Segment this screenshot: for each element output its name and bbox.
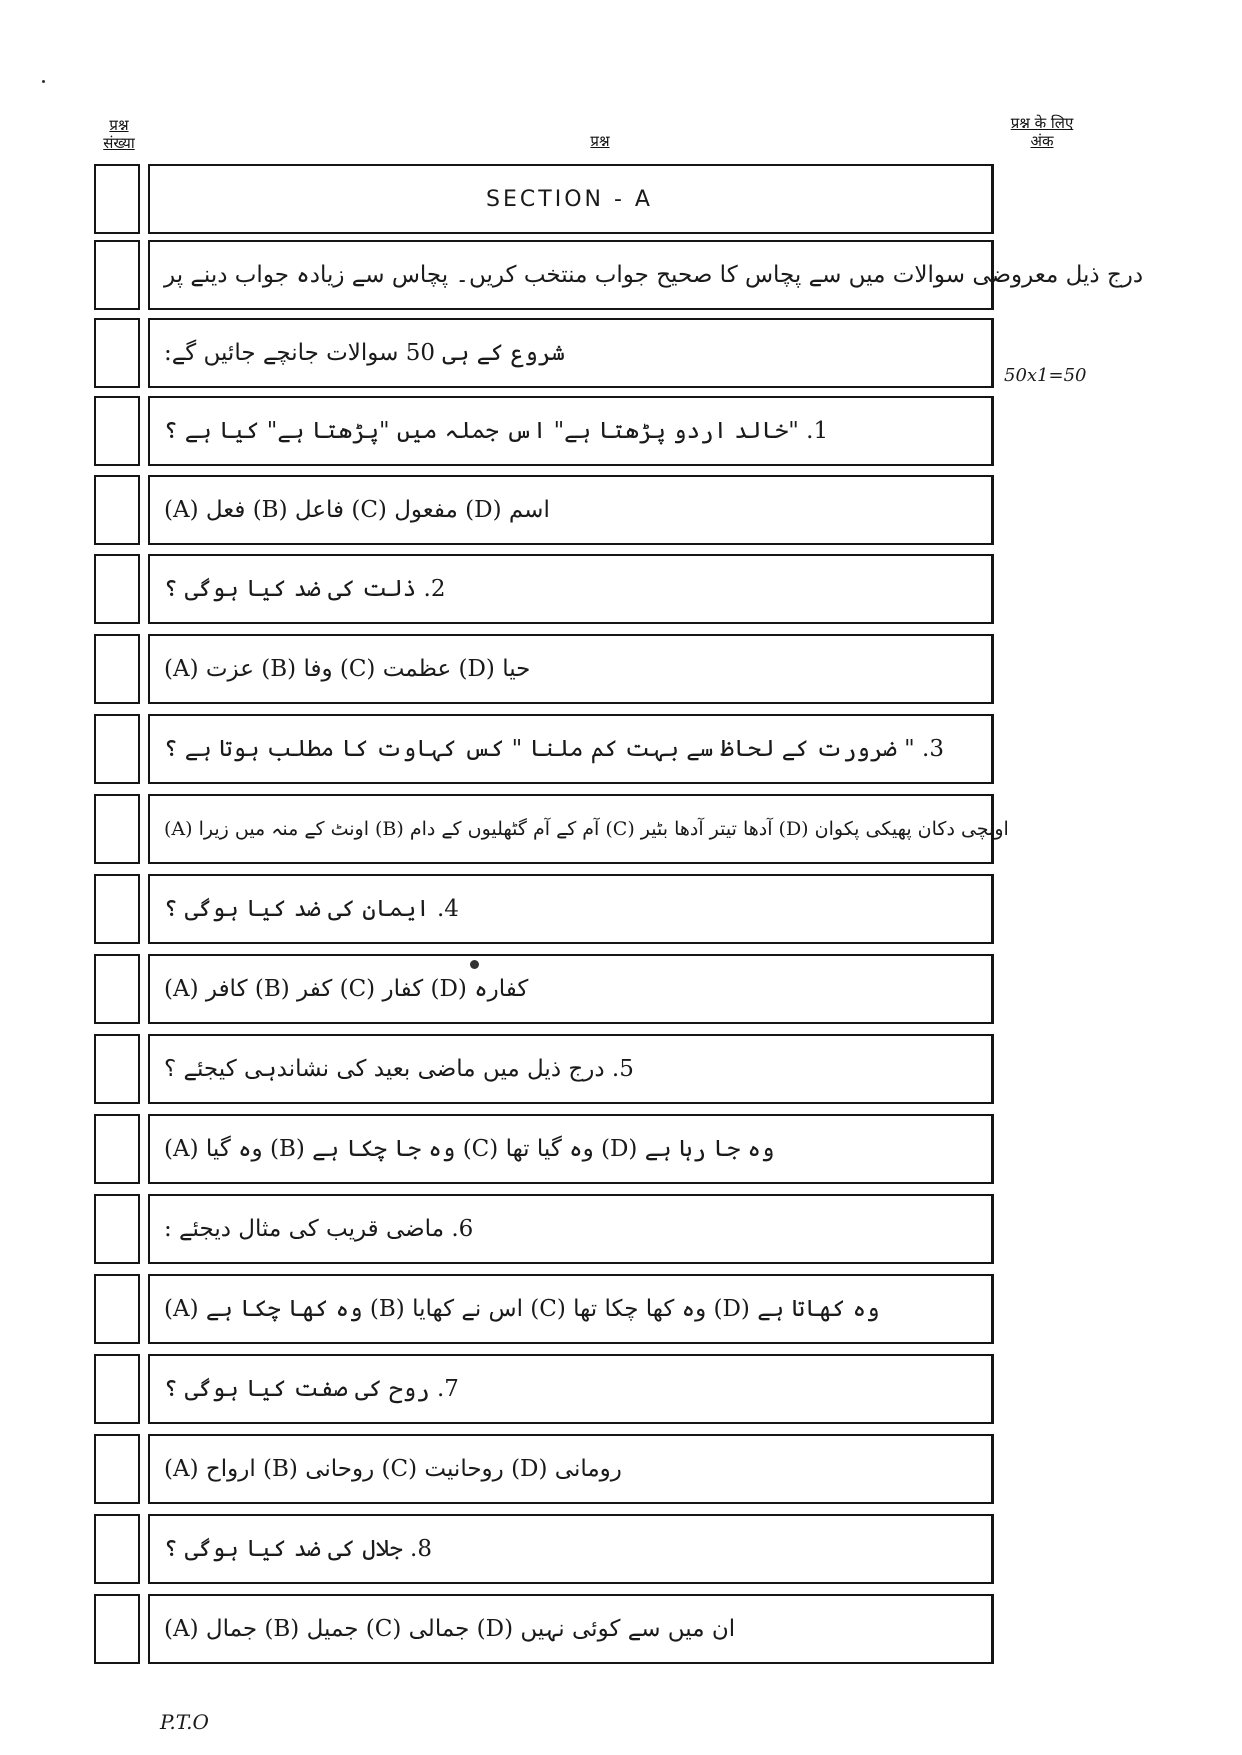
instruction-text: درج ذیل معروضی سوالات میں سے پچاس کا صحیح جواب منتخب کریں۔ پچاس سے زیادہ جواب دینے پر	[164, 262, 1144, 288]
question-number-cell	[94, 475, 140, 545]
table-row	[94, 634, 996, 704]
table-row	[94, 396, 996, 466]
table-row	[94, 1274, 996, 1344]
answer-options: (A) اونٹ کے منہ میں زیرا (B) آم کے آم گٹھلیوں کے دام (C) آدھا تیتر آدھا بٹیر (D) اونچی دکان پھیکی پکوان	[164, 818, 1009, 840]
question-cell	[148, 1274, 994, 1344]
table-row	[94, 1114, 996, 1184]
page-turn-note: P.T.O	[160, 1710, 209, 1734]
answer-options: (A) کافر (B) کفر (C) کفار (D) کفارہ	[164, 976, 529, 1002]
question-number-cell	[94, 240, 140, 310]
question-cell	[148, 164, 994, 234]
table-row	[94, 554, 996, 624]
question-number-cell	[94, 164, 140, 234]
question-number-cell	[94, 1514, 140, 1584]
question-text: 3. " ضرورت کے لحاظ سے بہت کم ملنا " کس کہاوت کا مطلب ہوتا ہے ؟	[164, 736, 945, 762]
table-row	[94, 164, 996, 234]
question-cell	[148, 1354, 994, 1424]
question-cell	[148, 1114, 994, 1184]
ink-dot	[470, 960, 479, 969]
answer-options: (A) جمال (B) جمیل (C) جمالی (D) ان میں سے کوئی نہیں	[164, 1616, 736, 1642]
question-cell	[148, 1434, 994, 1504]
question-text: 1. "خالد اردو پڑھتا ہے" اس جملہ میں "پڑھتا ہے" کیا ہے ؟	[164, 418, 829, 444]
table-row	[94, 1354, 996, 1424]
question-cell	[148, 318, 994, 388]
question-number-cell	[94, 1354, 140, 1424]
table-row	[94, 1514, 996, 1584]
question-text: 6. ماضی قریب کی مثال دیجئے :	[164, 1216, 474, 1242]
answer-options: (A) وہ کھا چکا ہے (B) اس نے کھایا (C) وہ کھا چکا تھا (D) وہ کھاتا ہے	[164, 1296, 880, 1322]
question-text: 8. جلال کی ضد کیا ہوگی ؟	[164, 1536, 432, 1562]
table-row	[94, 240, 1144, 310]
question-text: 4. ایمان کی ضد کیا ہوگی ؟	[164, 896, 459, 922]
question-cell	[148, 714, 994, 784]
table-row	[94, 794, 1009, 864]
table-row	[94, 1034, 996, 1104]
answer-options: (A) فعل (B) فاعل (C) مفعول (D) اسم	[164, 497, 550, 523]
question-text: 5. درج ذیل میں ماضی بعید کی نشاندہی کیجئے ؟	[164, 1056, 634, 1082]
answer-options: (A) عزت (B) وفا (C) عظمت (D) حیا	[164, 656, 531, 682]
question-number-cell	[94, 634, 140, 704]
table-row	[94, 1434, 996, 1504]
table-row	[94, 318, 996, 388]
question-cell	[148, 794, 1009, 864]
question-cell	[148, 1194, 994, 1264]
question-number-cell	[94, 1194, 140, 1264]
question-number-cell	[94, 1594, 140, 1664]
question-number-cell	[94, 874, 140, 944]
table-row	[94, 714, 996, 784]
table-row	[94, 1594, 996, 1664]
question-number-cell	[94, 1274, 140, 1344]
question-cell	[148, 634, 994, 704]
question-cell	[148, 554, 994, 624]
question-cell	[148, 874, 994, 944]
question-number-cell	[94, 396, 140, 466]
column-header-marks: प्रश्न के लिए अंक	[1010, 114, 1074, 150]
question-cell	[148, 1594, 994, 1664]
question-cell	[148, 475, 994, 545]
question-number-cell	[94, 954, 140, 1024]
question-number-cell	[94, 1034, 140, 1104]
marks-note: 50x1=50	[1004, 365, 1087, 386]
question-cell	[148, 1034, 994, 1104]
ink-dot	[42, 80, 45, 83]
column-header-question: प्रश्न	[590, 132, 610, 150]
section-heading: SECTION - A	[486, 186, 653, 212]
question-text: 7. روح کی صفت کیا ہوگی ؟	[164, 1376, 459, 1402]
table-row	[94, 874, 996, 944]
question-number-cell	[94, 794, 140, 864]
question-number-cell	[94, 318, 140, 388]
instruction-text: شروع کے ہی 50 سوالات جانچے جائیں گے:	[164, 340, 565, 366]
question-cell	[148, 396, 994, 466]
answer-options: (A) وہ گیا (B) وہ جا چکا ہے (C) وہ گیا تھا (D) وہ جا رہا ہے	[164, 1136, 775, 1162]
question-number-cell	[94, 554, 140, 624]
question-number-cell	[94, 1434, 140, 1504]
question-number-cell	[94, 1114, 140, 1184]
table-row	[94, 954, 996, 1024]
table-row	[94, 1194, 996, 1264]
question-text: 2. ذلت کی ضد کیا ہوگی ؟	[164, 576, 446, 602]
question-cell	[148, 954, 994, 1024]
answer-options: (A) ارواح (B) روحانی (C) روحانیت (D) رومانی	[164, 1456, 622, 1482]
question-cell	[148, 240, 1144, 310]
question-cell	[148, 1514, 994, 1584]
column-header-question-number: प्रश्न संख्या	[103, 116, 135, 152]
table-row	[94, 475, 996, 545]
question-number-cell	[94, 714, 140, 784]
